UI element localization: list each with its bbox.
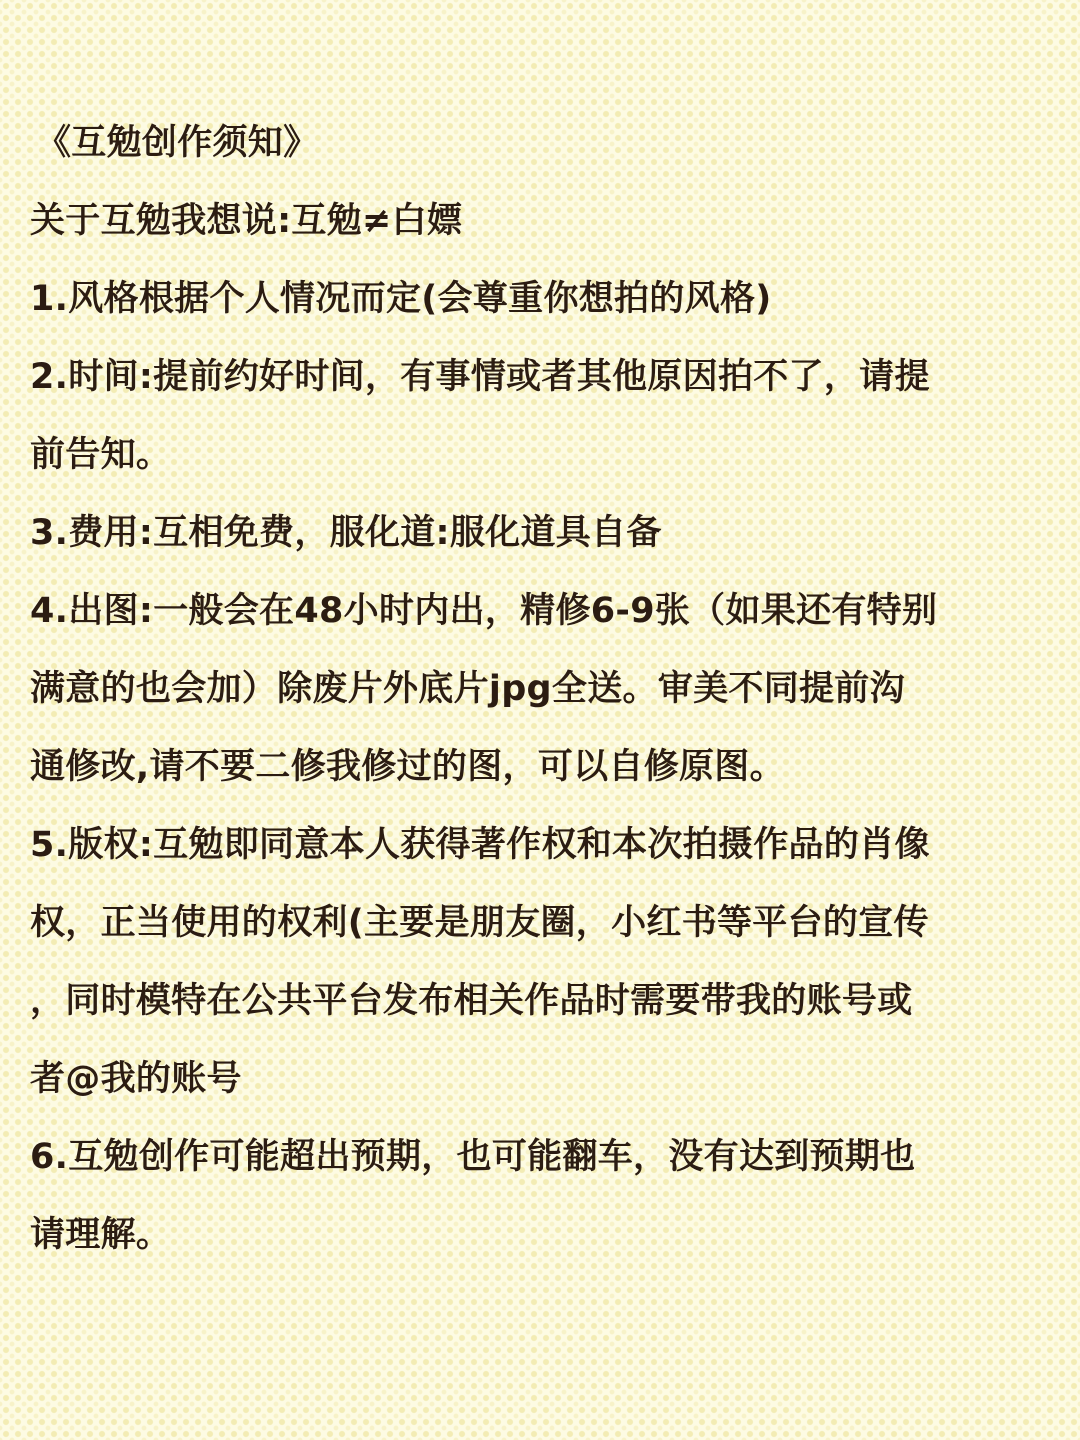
rule-1-style: 1.风格根据个人情况而定(会尊重你想拍的风格) [30, 279, 772, 319]
rule-2-time-line-2: 前告知。 [30, 435, 172, 475]
rule-5-copyright-line-3: ，同时模特在公共平台发布相关作品时需要带我的账号或 [30, 981, 913, 1021]
rule-3-cost: 3.费用:互相免费，服化道:服化道具自备 [30, 513, 662, 553]
rule-5-copyright-line-2: 权，正当使用的权利(主要是朋友圈，小红书等平台的宣传 [30, 903, 929, 943]
rule-5-copyright-line-4: 者@我的账号 [30, 1059, 242, 1099]
rule-4-output-line-1: 4.出图:一般会在48小时内出，精修6-9张（如果还有特别 [30, 591, 938, 631]
rule-2-time-line-1: 2.时间:提前约好时间，有事情或者其他原因拍不了，请提 [30, 357, 930, 397]
rule-5-copyright-line-1: 5.版权:互勉即同意本人获得著作权和本次拍摄作品的肖像 [30, 825, 930, 865]
rule-6-expectation-line-2: 请理解。 [30, 1215, 172, 1255]
rule-6-expectation-line-1: 6.互勉创作可能超出预期，也可能翻车，没有达到预期也 [30, 1137, 916, 1177]
note-title: 《互勉创作须知》 [36, 123, 319, 163]
intro-line: 关于互勉我想说:互勉≠白嫖 [30, 201, 463, 241]
rule-4-output-line-3: 通修改,请不要二修我修过的图，可以自修原图。 [30, 747, 785, 787]
note-body [30, 104, 1055, 1274]
rule-4-output-line-2: 满意的也会加）除废片外底片jpg全送。审美不同提前沟 [30, 669, 905, 709]
